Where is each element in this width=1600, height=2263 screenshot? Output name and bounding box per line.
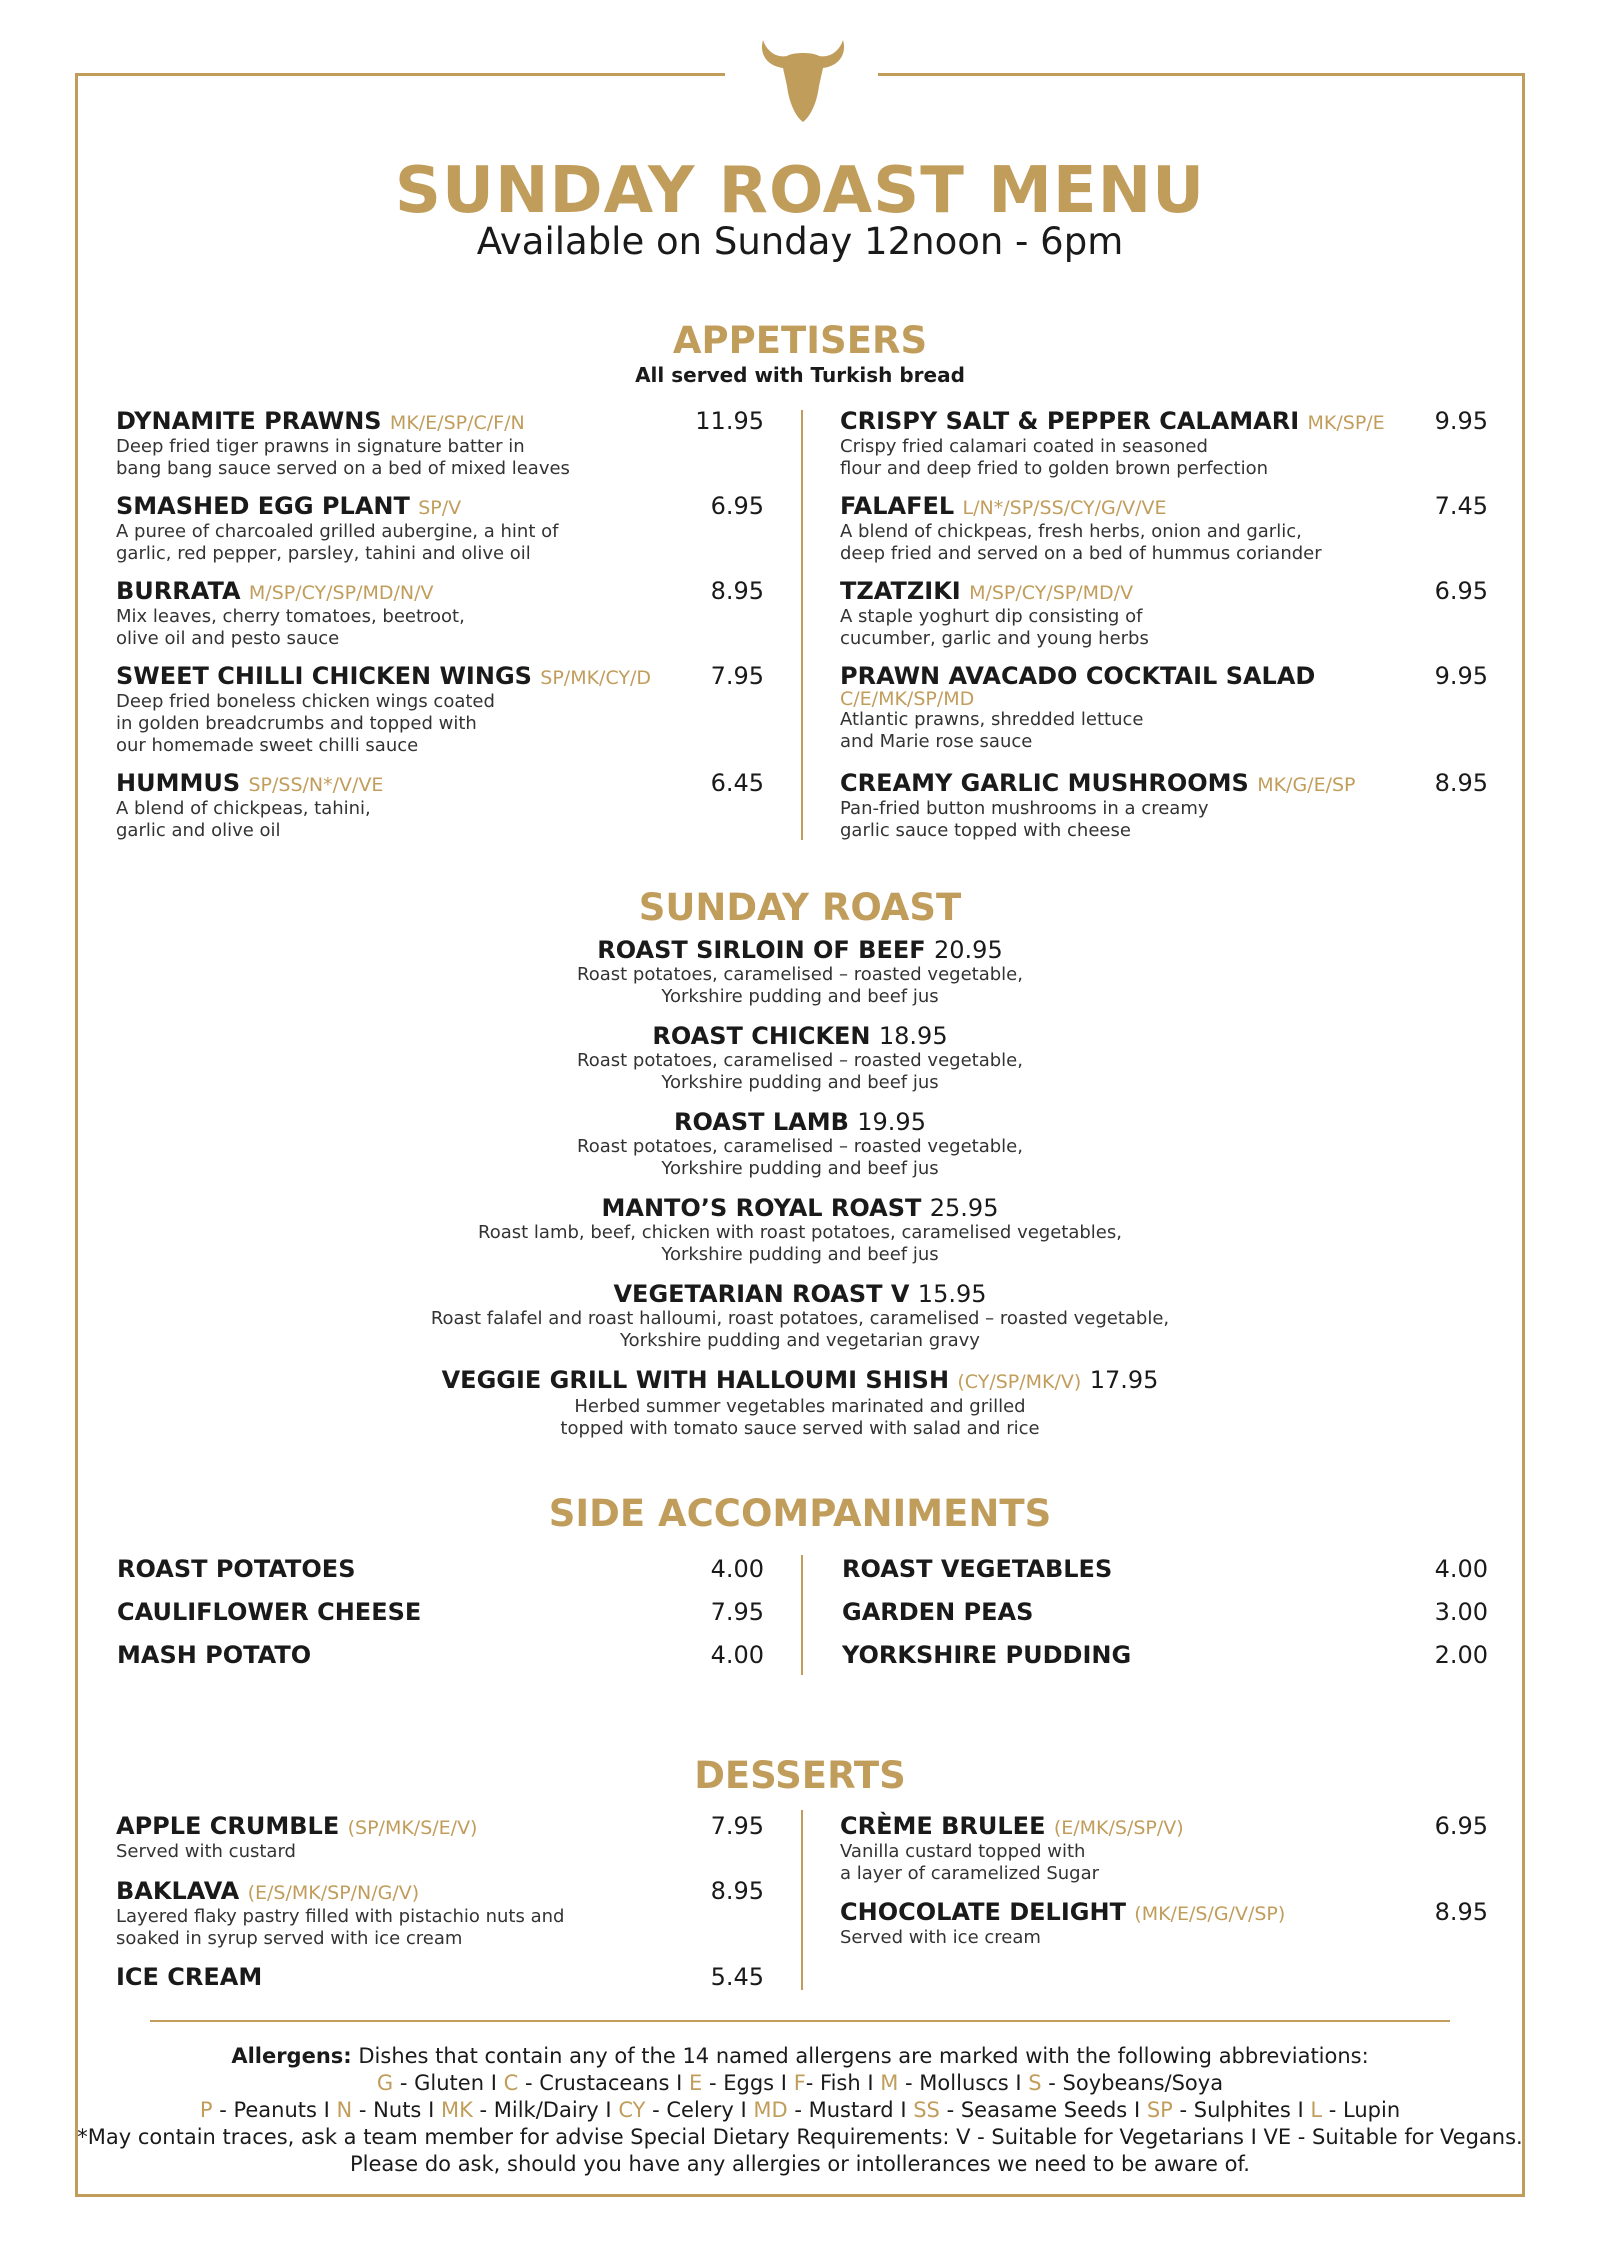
item-price: 8.95 [710, 577, 764, 605]
allergen-meaning: - Seasame Seeds [939, 2098, 1128, 2122]
allergen-codes: (E/S/MK/SP/N/G/V) [247, 1882, 420, 1904]
allergen-code: SS [913, 2098, 940, 2122]
side-name: GARDEN PEAS [842, 1598, 1034, 1626]
item-description: flour and deep fried to golden brown perfection [840, 458, 1268, 479]
side-name: ROAST VEGETABLES [842, 1555, 1113, 1583]
dessert-name: APPLE CRUMBLE [116, 1812, 340, 1840]
allergen-meaning: - Celery [645, 2098, 734, 2122]
item-description: and Marie rose sauce [840, 731, 1033, 752]
item-name: SMASHED EGG PLANT [116, 492, 410, 520]
allergen-separator: I [605, 2098, 612, 2122]
dessert-description: Vanilla custard topped with [840, 1841, 1086, 1862]
sides-divider [801, 1555, 803, 1675]
allergen-separator: I [1015, 2071, 1022, 2095]
allergens-ask-note: Please do ask, should you have any allergies or intollerances we need to be aware of. [350, 2152, 1250, 2176]
allergens-key-row-2 [0, 2097, 1600, 2124]
allergens-key-row-1 [0, 2070, 1600, 2097]
item-price: 7.45 [1434, 492, 1488, 520]
item-description: A puree of charcoaled grilled aubergine, a hint of [116, 521, 559, 542]
allergen-separator: I [1297, 2098, 1304, 2122]
allergen-separator: I [780, 2071, 787, 2095]
allergen-codes: M/SP/CY/SP/MD/N/V [248, 582, 434, 604]
allergen-meaning: - Gluten [393, 2071, 485, 2095]
allergen-codes: C/E/MK/SP/MD [840, 688, 975, 710]
side-name: YORKSHIRE PUDDING [842, 1641, 1132, 1669]
allergen-meaning: - Nuts [352, 2098, 422, 2122]
roast-description: Yorkshire pudding and beef jus [661, 1244, 939, 1265]
item-description: garlic sauce topped with cheese [840, 820, 1131, 841]
allergen-codes: MK/SP/E [1307, 412, 1385, 434]
side-name: MASH POTATO [117, 1641, 312, 1669]
item-description: our homemade sweet chilli sauce [116, 735, 419, 756]
allergen-code: CY [618, 2098, 646, 2122]
allergen-meaning: - Peanuts [212, 2098, 317, 2122]
dessert-description: Served with custard [116, 1841, 296, 1862]
roast-item [0, 1022, 1600, 1094]
roast-description: Roast falafel and roast halloumi, roast potatoes, caramelised – roasted vegetable, [430, 1308, 1170, 1329]
dessert-description: Served with ice cream [840, 1927, 1041, 1948]
item-name: DYNAMITE PRAWNS [116, 407, 382, 435]
allergen-separator: I [900, 2098, 907, 2122]
allergens-intro: Dishes that contain any of the 14 named allergens are marked with the following abbreviations: [358, 2044, 1369, 2068]
side-name: CAULIFLOWER CHEESE [117, 1598, 422, 1626]
dessert-name: CHOCOLATE DELIGHT [840, 1898, 1126, 1926]
roast-description: Roast lamb, beef, chicken with roast potatoes, caramelised vegetables, [478, 1222, 1122, 1243]
allergen-code: SP [1146, 2098, 1173, 2122]
allergen-codes: L/N*/SP/SS/CY/G/V/VE [962, 497, 1167, 519]
page-title: SUNDAY ROAST MENU [394, 154, 1206, 228]
roast-name: VEGGIE GRILL WITH HALLOUMI SHISH [441, 1366, 950, 1394]
appetisers-heading: APPETISERS [672, 319, 928, 362]
item-price: 7.95 [710, 662, 764, 690]
allergen-meaning: - Lupin [1322, 2098, 1401, 2122]
allergens-label: Allergens: [231, 2044, 352, 2068]
allergen-separator: I [740, 2098, 747, 2122]
dessert-name: ICE CREAM [116, 1963, 263, 1991]
allergen-code: MD [753, 2098, 788, 2122]
dessert-name: BAKLAVA [116, 1877, 240, 1905]
item-price: 6.95 [1434, 577, 1488, 605]
allergen-separator: I [867, 2071, 874, 2095]
allergen-separator: I [676, 2071, 683, 2095]
item-description: olive oil and pesto sauce [116, 628, 340, 649]
allergen-meaning: - Molluscs [898, 2071, 1009, 2095]
item-price: 6.45 [710, 769, 764, 797]
allergen-codes: SP/V [418, 497, 462, 519]
allergen-code: MK [440, 2098, 473, 2122]
roast-name: VEGETARIAN ROAST V [613, 1280, 910, 1308]
allergen-code: F [793, 2071, 806, 2095]
roast-price: 25.95 [929, 1194, 999, 1222]
item-description: garlic and olive oil [116, 820, 281, 841]
side-price: 2.00 [1434, 1641, 1488, 1669]
allergen-code: M [880, 2071, 899, 2095]
item-description: Crispy fried calamari coated in seasoned [840, 436, 1208, 457]
item-description: A staple yoghurt dip consisting of [840, 606, 1143, 627]
allergen-code: P [199, 2098, 213, 2122]
allergen-codes: SP/SS/N*/V/VE [248, 774, 384, 796]
allergen-code: S [1028, 2071, 1042, 2095]
dessert-price: 7.95 [710, 1812, 764, 1840]
roast-name-line [0, 1280, 1600, 1308]
item-name: BURRATA [116, 577, 241, 605]
dessert-description: a layer of caramelized Sugar [840, 1863, 1100, 1884]
item-price: 6.95 [710, 492, 764, 520]
allergen-separator: I [428, 2098, 435, 2122]
item-price: 11.95 [695, 407, 764, 435]
dessert-name: CRÈME BRULEE [840, 1812, 1046, 1840]
item-name: CREAMY GARLIC MUSHROOMS [840, 769, 1249, 797]
item-description: deep fried and served on a bed of hummus coriander [840, 543, 1322, 564]
side-price: 4.00 [710, 1641, 764, 1669]
side-name: ROAST POTATOES [117, 1555, 356, 1583]
allergen-codes: (CY/SP/MK/V) [957, 1371, 1082, 1393]
appetisers-subheading: All served with Turkish bread [635, 363, 965, 387]
item-description: Atlantic prawns, shredded lettuce [840, 709, 1144, 730]
roast-name-line [0, 936, 1600, 964]
item-description: garlic, red pepper, parsley, tahini and olive oil [116, 543, 531, 564]
item-price: 9.95 [1434, 662, 1488, 690]
allergen-meaning: - Milk/Dairy [472, 2098, 599, 2122]
allergen-codes: (SP/MK/S/E/V) [347, 1817, 478, 1839]
roast-name: ROAST LAMB [674, 1108, 849, 1136]
roast-description: Yorkshire pudding and beef jus [661, 1158, 939, 1179]
desserts-divider [801, 1810, 803, 1990]
roast-name-line [0, 1022, 1600, 1050]
dessert-price: 8.95 [710, 1877, 764, 1905]
roast-description: Roast potatoes, caramelised – roasted vegetable, [577, 1050, 1023, 1071]
item-name: PRAWN AVACADO COCKTAIL SALAD [840, 662, 1316, 690]
page-subtitle: Available on Sunday 12noon - 6pm [476, 220, 1124, 263]
roast-price: 18.95 [878, 1022, 948, 1050]
dessert-price: 8.95 [1434, 1898, 1488, 1926]
footer-divider [150, 2020, 1450, 2022]
allergen-codes: M/SP/CY/SP/MD/V [969, 582, 1134, 604]
roast-name: ROAST SIRLOIN OF BEEF [597, 936, 926, 964]
item-name: FALAFEL [840, 492, 955, 520]
desserts-heading: DESSERTS [694, 1754, 906, 1797]
side-price: 4.00 [1434, 1555, 1488, 1583]
allergen-codes: (MK/E/S/G/V/SP) [1134, 1903, 1286, 1925]
item-description: A blend of chickpeas, fresh herbs, onion and garlic, [840, 521, 1302, 542]
allergen-meaning: - Crustaceans [518, 2071, 670, 2095]
roast-name-line [0, 1366, 1600, 1396]
allergen-separator: I [323, 2098, 330, 2122]
allergens-dietary-note: *May contain traces, ask a team member for advise Special Dietary Requirements: V - Suitable for Vegetarians I VE - Suitable for Vegans. [77, 2125, 1523, 2149]
side-price: 7.95 [710, 1598, 764, 1626]
allergen-code: G [376, 2071, 394, 2095]
allergen-separator: I [490, 2071, 497, 2095]
bull-head-icon [757, 36, 849, 126]
item-price: 8.95 [1434, 769, 1488, 797]
sunday-roast-heading: SUNDAY ROAST [638, 886, 962, 929]
allergen-codes: (E/MK/S/SP/V) [1053, 1817, 1184, 1839]
allergen-code: N [336, 2098, 353, 2122]
frame-bottom-line [75, 2194, 1525, 2197]
roast-name-line [0, 1108, 1600, 1136]
dessert-description: soaked in syrup served with ice cream [116, 1928, 463, 1949]
item-description: Deep fried tiger prawns in signature batter in [116, 436, 525, 457]
appetisers-divider [801, 410, 803, 840]
allergen-separator: I [1133, 2098, 1141, 2122]
roast-name: ROAST CHICKEN [652, 1022, 871, 1050]
roast-item [0, 1366, 1600, 1440]
allergen-meaning: - Soybeans/Soya [1041, 2071, 1224, 2095]
roast-description: Roast potatoes, caramelised – roasted vegetable, [577, 1136, 1023, 1157]
allergen-meaning: - Eggs [702, 2071, 775, 2095]
roast-description: Yorkshire pudding and vegetarian gravy [620, 1330, 980, 1351]
dessert-price: 5.45 [710, 1963, 764, 1991]
item-description: Mix leaves, cherry tomatoes, beetroot, [116, 606, 465, 627]
allergen-meaning: - Mustard [787, 2098, 894, 2122]
frame-top-right-line [878, 73, 1525, 76]
roast-name: MANTO’S ROYAL ROAST [601, 1194, 922, 1222]
item-name: SWEET CHILLI CHICKEN WINGS [116, 662, 532, 690]
item-name: HUMMUS [116, 769, 241, 797]
allergen-codes: MK/E/SP/C/F/N [389, 412, 525, 434]
roast-price: 19.95 [857, 1108, 926, 1136]
item-description: bang bang sauce served on a bed of mixed leaves [116, 458, 570, 479]
item-description: A blend of chickpeas, tahini, [116, 798, 371, 819]
roast-description: Herbed summer vegetables marinated and grilled [574, 1396, 1026, 1417]
allergen-code: E [689, 2071, 703, 2095]
dessert-description: Layered flaky pastry filled with pistachio nuts and [116, 1906, 565, 1927]
item-description: cucumber, garlic and young herbs [840, 628, 1149, 649]
roast-price: 17.95 [1089, 1366, 1159, 1394]
roast-description: Roast potatoes, caramelised – roasted vegetable, [577, 964, 1023, 985]
allergens-intro-line [0, 2043, 1600, 2070]
roast-price: 15.95 [917, 1280, 987, 1308]
item-name: CRISPY SALT & PEPPER CALAMARI [840, 407, 1300, 435]
allergen-codes: SP/MK/CY/D [540, 667, 652, 689]
allergen-code: L [1310, 2098, 1323, 2122]
allergen-meaning: - Fish [805, 2071, 861, 2095]
roast-item [0, 1194, 1600, 1266]
item-description: Deep fried boneless chicken wings coated [116, 691, 495, 712]
roast-item [0, 1108, 1600, 1180]
roast-description: Yorkshire pudding and beef jus [661, 986, 939, 1007]
item-description: in golden breadcrumbs and topped with [116, 713, 477, 734]
roast-description: topped with tomato sauce served with salad and rice [560, 1418, 1040, 1439]
item-price: 9.95 [1434, 407, 1488, 435]
roast-item [0, 1280, 1600, 1352]
allergen-codes: MK/G/E/SP [1257, 774, 1356, 796]
allergen-code: C [503, 2071, 519, 2095]
roast-price: 20.95 [934, 936, 1003, 964]
sides-heading: SIDE ACCOMPANIMENTS [548, 1492, 1052, 1535]
roast-item [0, 936, 1600, 1008]
allergen-meaning: - Sulphites [1172, 2098, 1291, 2122]
side-price: 4.00 [710, 1555, 764, 1583]
side-price: 3.00 [1434, 1598, 1488, 1626]
frame-top-left-line [75, 73, 725, 76]
item-description: Pan-fried button mushrooms in a creamy [840, 798, 1209, 819]
item-name: TZATZIKI [840, 577, 961, 605]
roast-name-line [0, 1194, 1600, 1222]
roast-description: Yorkshire pudding and beef jus [661, 1072, 939, 1093]
dessert-price: 6.95 [1434, 1812, 1488, 1840]
